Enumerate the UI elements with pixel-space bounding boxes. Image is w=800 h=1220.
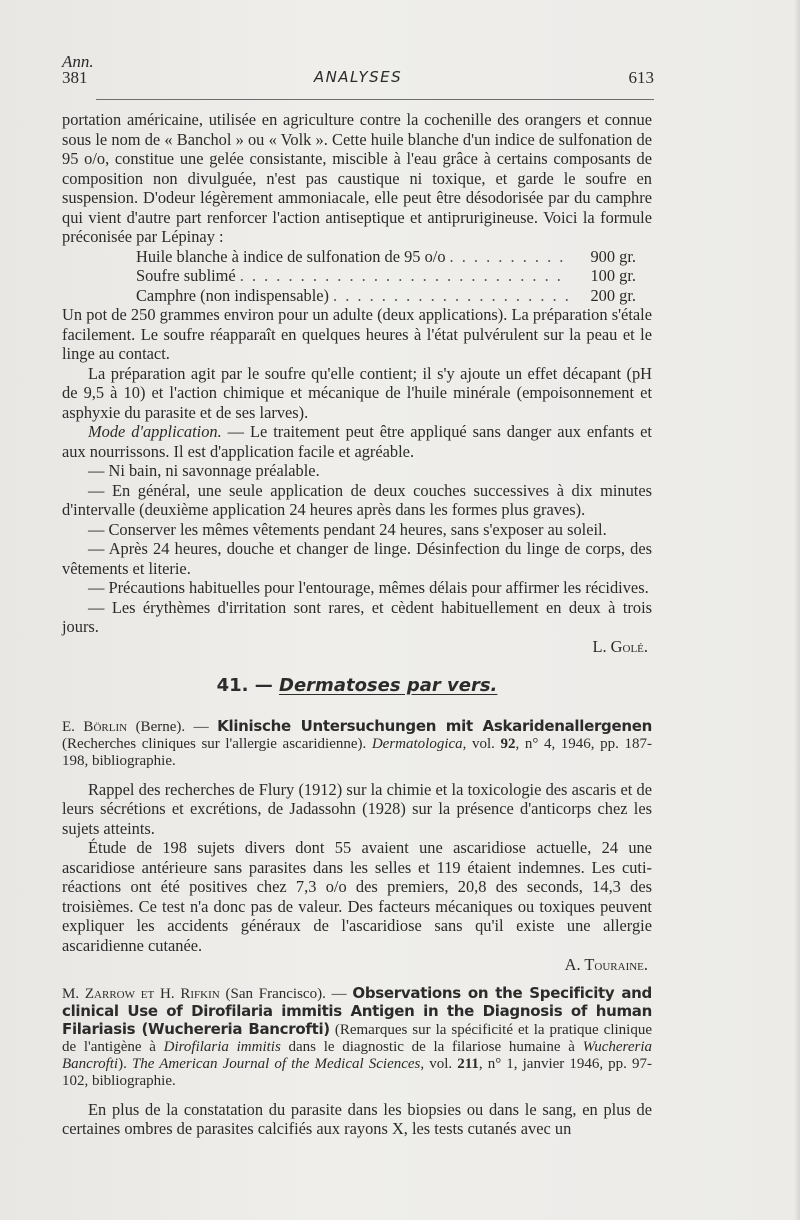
paragraph-instruction: — En général, une seule application de deux couches successives à dix minutes d'intervalle (deuxième application 24 heures après dans les formes plus graves). xyxy=(62,480,652,519)
section-title: Dermatoses par vers. xyxy=(279,675,498,696)
paragraph-intro: portation américaine, utilisée en agriculture contre la cochenille des orangers et connue sous le nom de « Banchol » ou « Volk ». Cette huile blanche d'un indice de sulfonation de 95 o/o, constitue une gelée consistante, miscible à l'eau grâce à certains composants de composition non divulguée, n'est pas caustique ni toxique, et garde le soufre en suspension. D'odeur légèrement ammoniacale, elle peut être désodorisée par du camphre qui vient d'autre part renforcer l'action antiseptique et antiprurigineuse. Voici la formule préconisée par Lépinay : xyxy=(62,110,652,246)
ref-translation-start: (Remarques sur la spécificité et la pratique clinique de l'antigène à xyxy=(62,1021,652,1055)
ref-vol-label: , vol. xyxy=(462,735,501,752)
signature-gole: L. Golé. xyxy=(592,636,648,656)
formula-item: Huile blanche à indice de sulfonation de 95 o/o xyxy=(136,246,446,266)
formula-row xyxy=(136,247,636,267)
header-ann: Ann. xyxy=(62,52,94,71)
ref-place: (Berne). — xyxy=(127,718,218,735)
section-number: 41. — xyxy=(216,675,273,696)
ref-title-translation: (Recherches cliniques sur l'allergie ascaridienne). xyxy=(62,735,372,752)
ref-species-1: Dirofilaria immitis xyxy=(163,1038,281,1055)
dot-leader xyxy=(450,247,570,267)
ref-details: , n° 4, 1946, pp. 187-198, bibliographie. xyxy=(62,735,652,769)
ref-journal: Dermatologica xyxy=(371,735,463,752)
header-page-number: 613 xyxy=(628,68,654,87)
ref-vol-label: , vol. xyxy=(420,1055,458,1072)
ref-volume: 92 xyxy=(500,735,516,752)
paragraph-dosage: Un pot de 250 grammes environ pour un adulte (deux applications). La préparation s'étale facilement. Le soufre réapparaît en quelques heures à l'état pulvérulent sur la peau et le linge au contact. xyxy=(62,305,652,363)
ref-species-2: Wuchereria Bancrofti xyxy=(62,1038,652,1072)
abstract-paragraph: Rappel des recherches de Flury (1912) sur la chimie et la toxicologie des ascaris et de leurs sécrétions et excrétions, de Jadassohn (1928) sur la présence d'anticorps chez les sujets atteints. xyxy=(62,779,652,838)
ref-place: (San Francisco). — xyxy=(219,985,353,1002)
page-edge xyxy=(794,0,800,1220)
paragraph-instruction: — Ni bain, ni savonnage préalable. xyxy=(88,461,320,480)
formula-table xyxy=(136,247,636,306)
formula-qty: 200 gr. xyxy=(590,285,636,305)
page-content xyxy=(62,110,652,1139)
abstract-paragraph: En plus de la constatation du parasite dans les biopsies ou dans le sang, en plus de certaines ombres de parasites calcifiés aux rayons X, les tests cutanés avec un xyxy=(62,1099,652,1138)
paragraph-instruction: — Conserver les mêmes vêtements pendant 24 heures, sans s'exposer au soleil. xyxy=(88,519,607,539)
paragraph-instruction: — Après 24 heures, douche et changer de linge. Désinfection du linge de corps, des vêtements et literie. xyxy=(62,539,652,578)
spacer xyxy=(62,1090,652,1100)
ref-title: Klinische Untersuchungen mit Askaridenallergenen xyxy=(217,716,652,735)
dot-leader xyxy=(333,286,570,306)
signature-touraine: A. Touraine. xyxy=(564,955,648,974)
reference-zarrow xyxy=(62,985,652,1090)
paragraph-instruction: — Précautions habituelles pour l'entourage, mêmes délais pour affirmer les récidives. xyxy=(88,578,649,597)
section-heading xyxy=(62,676,652,696)
ref-author: E. Börlin xyxy=(62,718,128,735)
formula-item: Camphre (non indispensable) xyxy=(136,285,329,305)
signature-row xyxy=(62,637,652,657)
ref-volume: 211 xyxy=(457,1055,479,1072)
abstract-paragraph: Étude de 198 sujets divers dont 55 avaient une ascaridiose actuelle, 24 une ascaridiose antérieure sans parasites dans les selles et 119 étaient indemnes. Les cuti-réactions ont été positives chez 7,3 o/o des premiers, 20,8 des seconds, 14,3 des troisièmes. Ce test n'a donc pas de valeur. Des facteurs mécaniques ou toxiques peuvent expliquer les accidents généraux de l'ascaridiose sans qu'il existe une allergie ascaridienne cutanée. xyxy=(62,838,652,955)
formula-row xyxy=(136,266,636,286)
paragraph-action: La préparation agit par le soufre qu'elle contient; il s'y ajoute un effet décapant (pH de 9,5 à 10) et l'action chimique et mécanique de l'huile minérale (empoisonnement et asphyxie du parasite et de ses larves). xyxy=(62,363,652,422)
formula-qty: 100 gr. xyxy=(590,266,636,285)
ref-authors: M. Zarrow et H. Rifkin xyxy=(62,985,220,1002)
ref-title: Observations on the Specificity and clinical Use of Dirofilaria immitis Antigen in the Diagnosis of human Filariasis (Wuchereria Bancrofti) xyxy=(62,983,652,1038)
header-volume: 381 xyxy=(62,68,88,87)
ref-translation-end: ). xyxy=(118,1055,132,1072)
header-section: ANALYSES xyxy=(313,68,403,86)
formula-item: Soufre sublimé xyxy=(136,266,236,285)
paragraph-mode xyxy=(62,422,652,461)
ref-details: , n° 1, janvier 1946, pp. 97-102, bibliographie. xyxy=(62,1055,653,1089)
paragraph-instruction: — Les érythèmes d'irritation sont rares, et cèdent habituellement en deux à trois jours. xyxy=(62,597,652,636)
ref-journal: The American Journal of the Medical Sciences xyxy=(131,1055,421,1072)
header-rule xyxy=(96,99,654,100)
spacer xyxy=(62,770,652,780)
signature-row xyxy=(62,955,652,975)
dot-leader xyxy=(240,266,570,286)
formula-row xyxy=(136,286,636,306)
reference-borlin xyxy=(62,718,652,770)
mode-text: — Le traitement peut être appliqué sans danger aux enfants et aux nourrissons. Il est d'application facile et agréable. xyxy=(62,422,652,461)
formula-qty: 900 gr. xyxy=(590,246,636,266)
ref-translation-mid: dans le diagnostic de la filariose humaine à xyxy=(280,1038,583,1055)
mode-label: Mode d'application. xyxy=(88,422,222,441)
